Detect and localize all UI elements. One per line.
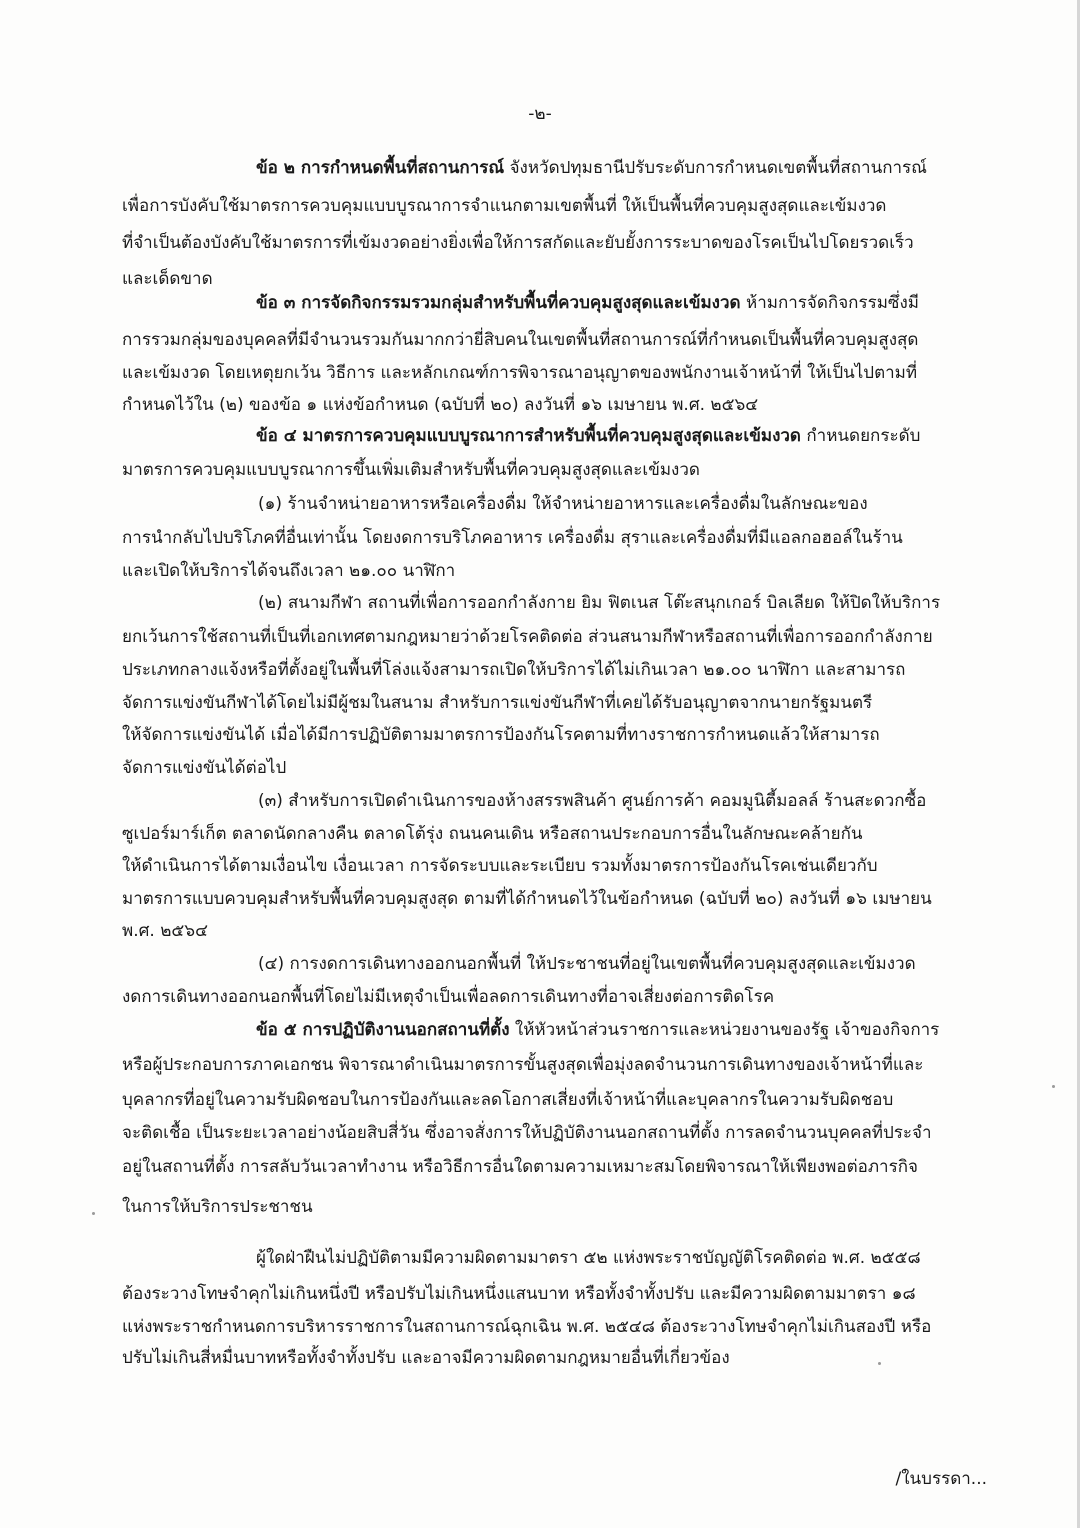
clause-2-line-4: และเด็ดขาด xyxy=(122,269,213,289)
item-3-line-5: พ.ศ. ๒๕๖๔ xyxy=(122,921,208,941)
page-number: -๒- xyxy=(528,104,552,124)
clause-4-line-1 xyxy=(256,423,920,449)
item-4-line-1: (๔) การงดการเดินทางออกนอกพื้นที่ ให้ประชาชนที่อยู่ในเขตพื้นที่ควบคุมสูงสุดและเข้มงวด xyxy=(258,954,916,974)
penalty-line-1: ผู้ใดฝ่าฝืนไม่ปฏิบัติตามมีความผิดตามมาตรา ๕๒ แห่งพระราชบัญญัติโรคติดต่อ พ.ศ. ๒๕๕๘ xyxy=(256,1248,921,1268)
penalty-line-4: ปรับไม่เกินสี่หมื่นบาทหรือทั้งจำทั้งปรับ และอาจมีความผิดตามกฎหมายอื่นที่เกี่ยวข้อง xyxy=(122,1348,730,1368)
item-4-line-2: งดการเดินทางออกนอกพื้นที่โดยไม่มีเหตุจำเป็นเพื่อลดการเดินทางที่อาจเสี่ยงต่อการติดโรค xyxy=(122,987,775,1007)
scan-speck xyxy=(878,1362,881,1365)
item-1-line-2: การนำกลับไปบริโภคที่อื่นเท่านั้น โดยงดการบริโภคอาหาร เครื่องดื่ม สุราและเครื่องดื่มที่มีแอลกอฮอล์ในร้าน xyxy=(122,528,903,548)
item-1-line-3: และเปิดให้บริการได้จนถึงเวลา ๒๑.๐๐ นาฬิกา xyxy=(122,561,456,581)
item-2-line-2: ยกเว้นการใช้สถานที่เป็นที่เอกเทศตามกฎหมายว่าด้วยโรคติดต่อ ส่วนสนามกีฬาหรือสถานที่เพื่อการออกกำลังกาย xyxy=(122,627,933,647)
clause-2-text: จังหวัดปทุมธานีปรับระดับการกำหนดเขตพื้นที่สถานการณ์ xyxy=(504,158,927,178)
clause-3-line-3: และเข้มงวด โดยเหตุยกเว้น วิธีการ และหลักเกณฑ์การพิจารณาอนุญาตของพนักงานเจ้าหน้าที่ ให้เป็นไปตามที่ xyxy=(122,363,918,383)
item-2-line-5: ให้จัดการแข่งขันได้ เมื่อได้มีการปฏิบัติตามมาตรการป้องกันโรคตามที่ทางราชการกำหนดแล้วให้สามารถ xyxy=(122,725,880,745)
clause-4-line-2: มาตรการควบคุมแบบบูรณาการขึ้นเพิ่มเติมสำหรับพื้นที่ควบคุมสูงสุดและเข้มงวด xyxy=(122,460,700,480)
clause-5-line-1 xyxy=(256,1017,939,1043)
clause-5-line-6: ในการให้บริการประชาชน xyxy=(122,1197,313,1217)
clause-3-line-2: การรวมกลุ่มของบุคคลที่มีจำนวนรวมกันมากกว่ายี่สิบคนในเขตพื้นที่สถานการณ์ที่กำหนดเป็นพื้นที่ควบคุมสูงสุด xyxy=(122,330,919,350)
item-2-line-3: ประเภทกลางแจ้งหรือที่ตั้งอยู่ในพื้นที่โล่งแจ้งสามารถเปิดให้บริการได้ไม่เกินเวลา ๒๑.๐๐ นาฬิกา และสามารถ xyxy=(122,660,906,680)
clause-3-text: ห้ามการจัดกิจกรรมซึ่งมี xyxy=(740,293,919,313)
clause-5-line-4: จะติดเชื้อ เป็นระยะเวลาอย่างน้อยสิบสี่วัน ซึ่งอาจสั่งการให้ปฏิบัติงานนอกสถานที่ตั้ง การลดจำนวนบุคคลที่ประจำ xyxy=(122,1123,932,1143)
item-3-line-1: (๓) สำหรับการเปิดดำเนินการของห้างสรรพสินค้า ศูนย์การค้า คอมมูนิตี้มอลล์ ร้านสะดวกซื้อ xyxy=(258,791,927,811)
item-3-line-3: ให้ดำเนินการได้ตามเงื่อนไข เงื่อนเวลา การจัดระบบและระเบียบ รวมทั้งมาตรการป้องกันโรคเช่นเดียวกับ xyxy=(122,856,878,876)
clause-3-heading: ข้อ ๓ การจัดกิจกรรมรวมกลุ่มสำหรับพื้นที่ควบคุมสูงสุดและเข้มงวด xyxy=(256,293,741,313)
continuation-marker: /ในบรรดา... xyxy=(895,1469,987,1489)
clause-5-text: ให้หัวหน้าส่วนราชการและหน่วยงานของรัฐ เจ้าของกิจการ xyxy=(509,1020,940,1040)
penalty-line-3: แห่งพระราชกำหนดการบริหารราชการในสถานการณ์ฉุกเฉิน พ.ศ. ๒๕๔๘ ต้องระวางโทษจำคุกไม่เกินสองปี หรือ xyxy=(122,1317,932,1337)
item-1-line-1: (๑) ร้านจำหน่ายอาหารหรือเครื่องดื่ม ให้จำหน่ายอาหารและเครื่องดื่มในลักษณะของ xyxy=(258,494,868,514)
clause-5-heading: ข้อ ๕ การปฏิบัติงานนอกสถานที่ตั้ง xyxy=(256,1020,510,1040)
clause-4-text: กำหนดยกระดับ xyxy=(800,426,921,446)
clause-3-line-4: กำหนดไว้ใน (๒) ของข้อ ๑ แห่งข้อกำหนด (ฉบับที่ ๒๐) ลงวันที่ ๑๖ เมษายน พ.ศ. ๒๕๖๔ xyxy=(122,395,759,415)
item-2-line-6: จัดการแข่งขันได้ต่อไป xyxy=(122,758,287,778)
clause-5-line-3: บุคลากรที่อยู่ในความรับผิดชอบในการป้องกันและลดโอกาสเสี่ยงที่เจ้าหน้าที่และบุคลากรในความรับผิดชอบ xyxy=(122,1090,894,1110)
clause-2-heading: ข้อ ๒ การกำหนดพื้นที่สถานการณ์ xyxy=(256,158,505,178)
item-3-line-4: มาตรการแบบควบคุมสำหรับพื้นที่ควบคุมสูงสุด ตามที่ได้กำหนดไว้ในข้อกำหนด (ฉบับที่ ๒๐) ลงวันที่ ๑๖ เมษายน xyxy=(122,889,932,909)
clause-3-line-1 xyxy=(256,290,919,316)
clause-2-line-1 xyxy=(256,155,927,181)
clause-4-heading: ข้อ ๔ มาตรการควบคุมแบบบูรณาการสำหรับพื้นที่ควบคุมสูงสุดและเข้มงวด xyxy=(256,426,801,446)
scan-speck xyxy=(1052,1085,1055,1088)
clause-5-line-5: อยู่ในสถานที่ตั้ง การสลับวันเวลาทำงาน หรือวิธีการอื่นใดตามความเหมาะสมโดยพิจารณาให้เพียงพอต่อภารกิจ xyxy=(122,1157,918,1177)
clause-5-line-2: หรือผู้ประกอบการภาคเอกชน พิจารณาดำเนินมาตรการขั้นสูงสุดเพื่อมุ่งลดจำนวนการเดินทางของเจ้าหน้าที่และ xyxy=(122,1055,924,1075)
item-2-line-4: จัดการแข่งขันกีฬาได้โดยไม่มีผู้ชมในสนาม สำหรับการแข่งขันกีฬาที่เคยได้รับอนุญาตจากนายกรัฐมนตรี xyxy=(122,693,873,713)
clause-2-line-3: ที่จำเป็นต้องบังคับใช้มาตรการที่เข้มงวดอย่างยิ่งเพื่อให้การสกัดและยับยั้งการระบาดของโรคเป็นไปโดยรวดเร็ว xyxy=(122,233,914,253)
scan-speck xyxy=(92,1212,95,1215)
penalty-line-2: ต้องระวางโทษจำคุกไม่เกินหนึ่งปี หรือปรับไม่เกินหนึ่งแสนบาท หรือทั้งจำทั้งปรับ และมีความผิดตามมาตรา ๑๘ xyxy=(122,1284,916,1304)
item-3-line-2: ซูเปอร์มาร์เก็ต ตลาดนัดกลางคืน ตลาดโต้รุ่ง ถนนคนเดิน หรือสถานประกอบการอื่นในลักษณะคล้ายกัน xyxy=(122,824,863,844)
item-2-line-1: (๒) สนามกีฬา สถานที่เพื่อการออกกำลังกาย ยิม ฟิตเนส โต๊ะสนุกเกอร์ บิลเลียด ให้ปิดให้บริการ xyxy=(258,593,941,613)
clause-2-line-2: เพื่อการบังคับใช้มาตรการควบคุมแบบบูรณาการจำแนกตามเขตพื้นที่ ให้เป็นพื้นที่ควบคุมสูงสุดและเข้มงวด xyxy=(122,196,887,216)
